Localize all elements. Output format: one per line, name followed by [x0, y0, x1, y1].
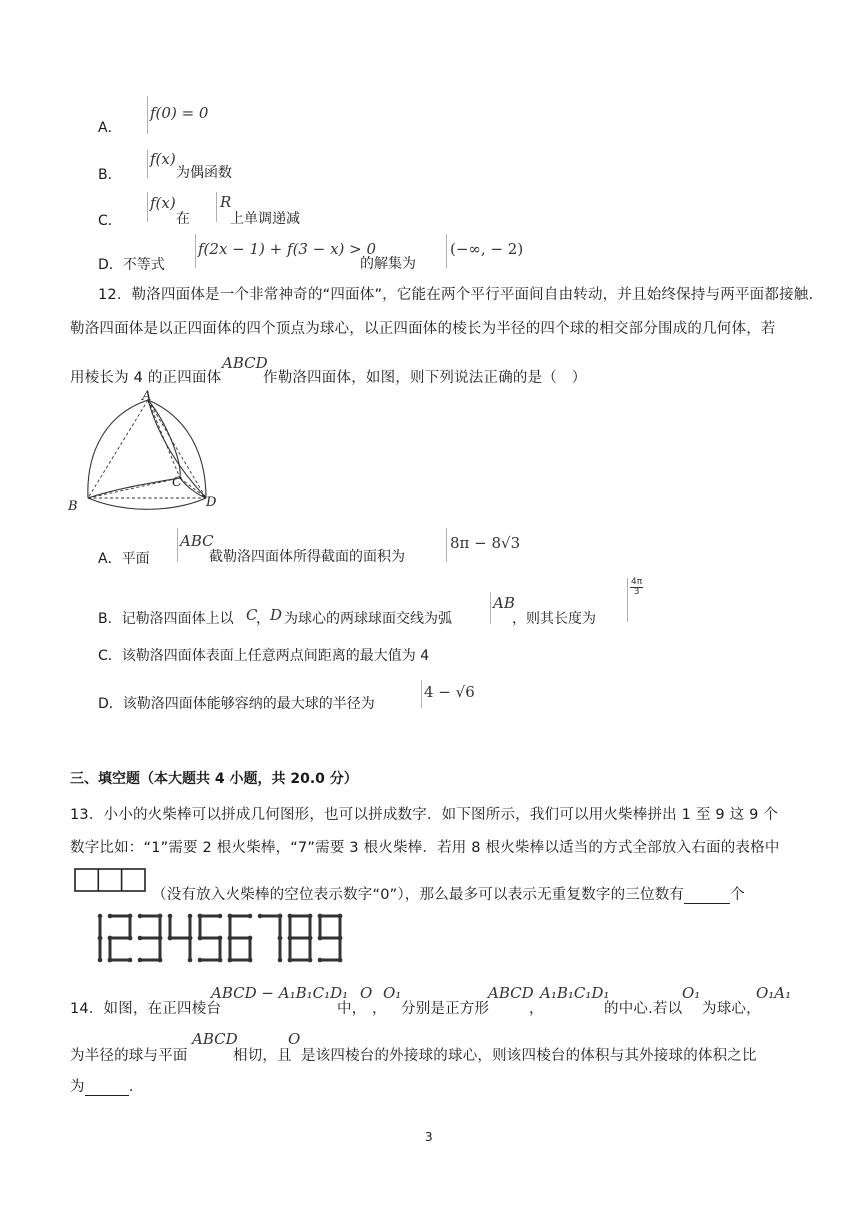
matchstick-head [158, 914, 163, 919]
q14-l1-d: 分别是正方形 [401, 1001, 490, 1017]
q12-line-1: 12．勒洛四面体是一个非常神奇的“四面体”，它能在两个平行平面间自由转动，并且始终保持与两平面都接触. [98, 287, 814, 303]
matchstick-head [108, 936, 113, 941]
matchstick-digits [74, 912, 354, 968]
q14-l1-o: O [360, 984, 373, 1002]
matchstick-head [308, 936, 313, 941]
matchstick-head [288, 958, 293, 963]
matchstick-head [308, 958, 313, 963]
matchstick-head [198, 914, 203, 919]
matchstick-head [128, 914, 133, 919]
q12-option-b-mid: 为球心的两球球面交线为弧 [284, 611, 452, 627]
three-cell-grid [74, 868, 146, 892]
q12-option-b-d: D [270, 606, 283, 624]
q14-l1-a: 14．如图，在正四棱台 [70, 1001, 222, 1017]
matchstick-digit-1 [98, 914, 103, 963]
matchstick-head [278, 936, 283, 941]
matchstick-head [248, 958, 253, 963]
q12-option-b-sep: ， [256, 611, 270, 627]
q14-l1-square1: A₁B₁C₁D₁ [540, 984, 610, 1002]
q11-option-a: A． [98, 120, 122, 136]
q11-option-d: D．不等式 [98, 257, 165, 273]
page-number: 3 [425, 1130, 433, 1144]
matchstick-head [278, 914, 283, 919]
q14-l1-g: 为球心， [702, 1001, 761, 1017]
q12-tetra-math: ABCD [222, 354, 268, 372]
q14-l1-f: 的中心.若以 [604, 1001, 683, 1017]
q12-option-b-fraction: $\frac{4\pi}{3}$ [631, 577, 643, 597]
matchstick-head [188, 936, 193, 941]
matchstick-head [338, 958, 343, 963]
reuleaux-tetrahedron-figure [66, 388, 226, 516]
figure-label-b: B [68, 499, 78, 514]
matchstick-head [288, 914, 293, 919]
q14-line-3: 为 . [70, 1079, 134, 1095]
q12-option-a-mid: 截勒洛四面体所得截面的面积为 [209, 549, 405, 565]
q13-line-1: 13．小小的火柴棒可以拼成几何图形，也可以拼成数字．如下图所示，我们可以用火柴棒拼出 1 至 9 这 9 个 [70, 807, 779, 823]
q11-option-d-math: f(2x − 1) + f(3 − x) > 0 [198, 240, 377, 258]
matchstick-head [158, 958, 163, 963]
matchstick-digit-9 [318, 914, 343, 963]
matchstick-head [248, 936, 253, 941]
matchstick-digit-2 [108, 914, 133, 963]
matchstick-head [228, 936, 233, 941]
matchstick-head [228, 914, 233, 919]
matchstick-digit-3 [138, 914, 163, 963]
q11-option-c-mid: 在 [176, 211, 190, 227]
q11-option-b: B． [98, 167, 122, 183]
q14-l2-plane: ABCD [192, 1030, 238, 1048]
q12-option-b: B．记勒洛四面体上以 [98, 611, 234, 627]
matchstick-head [98, 958, 103, 963]
q12-option-a-value: 8π − 8√3 [450, 534, 521, 552]
q14-frustum-math: ABCD − A₁B₁C₁D₁ [211, 984, 349, 1002]
q11-option-d-mid: 的解集为 [360, 256, 416, 272]
q14-l2-c: 是该四棱台的外接球的球心，则该四棱台的体积与其外接球的体积之比 [301, 1048, 757, 1064]
q14-l2-o: O [288, 1030, 301, 1048]
matchstick-head [128, 936, 133, 941]
q14-l1-o1-center: O₁ [682, 984, 701, 1002]
matchstick-head [228, 958, 233, 963]
q12-option-a: A．平面 [98, 551, 150, 567]
matchstick-head [198, 936, 203, 941]
q11-option-c-math2: R [220, 193, 232, 211]
q13-line-2: 数字比如：“1”需要 2 根火柴棒，“7”需要 3 根火柴棒．若用 8 根火柴棒以适当的方式全部放入右面的表格中 [70, 840, 780, 856]
matchstick-head [338, 936, 343, 941]
matchstick-head [128, 958, 133, 963]
q14-l1-e: ， [529, 1001, 544, 1017]
q11-option-b-text: 为偶函数 [176, 165, 232, 181]
q12-option-b-mid2: ，则其长度为 [512, 611, 596, 627]
matchstick-head [98, 936, 103, 941]
matchstick-head [108, 914, 113, 919]
q11-option-c-math: f(x) [150, 194, 176, 212]
q12-option-d: D．该勒洛四面体能够容纳的最大球的半径为 [98, 696, 375, 712]
q14-l1-radius: O₁A₁ [756, 984, 792, 1002]
matchstick-digit-4 [168, 914, 193, 963]
matchstick-head [138, 936, 143, 941]
q13-line-3: （没有放入火柴棒的空位表示数字“0”），那么最多可以表示无重复数字的三位数有 个 [152, 887, 745, 903]
figure-label-a: A [142, 389, 152, 404]
matchstick-head [218, 914, 223, 919]
section-3-heading: 三、填空题（本大题共 4 小题，共 20.0 分） [70, 771, 358, 787]
matchstick-head [138, 958, 143, 963]
q14-l1-o1: O₁ [383, 984, 402, 1002]
matchstick-head [258, 914, 263, 919]
figure-label-c: C [172, 475, 182, 490]
matchstick-head [288, 936, 293, 941]
q11-option-c: C． [98, 213, 122, 229]
q14-l1-square: ABCD [488, 984, 534, 1002]
matchstick-digit-7 [258, 914, 283, 963]
matchstick-head [338, 914, 343, 919]
q12-option-b-c: C [246, 606, 258, 624]
q14-answer-blank [85, 1079, 129, 1096]
q12-line-3a: 用棱长为 4 的正四面体 [70, 370, 222, 386]
q12-option-b-arc: AB [493, 594, 515, 612]
q12-option-a-plane: ABC [180, 532, 214, 550]
matchstick-head [318, 914, 323, 919]
matchstick-digit-8 [288, 914, 313, 963]
matchstick-head [188, 914, 193, 919]
q14-l2-a: 为半径的球与平面 [70, 1048, 188, 1064]
q14-l1-c: ， [372, 1001, 387, 1017]
q11-option-b-math: f(x) [150, 150, 176, 168]
matchstick-head [138, 914, 143, 919]
matchstick-head [278, 958, 283, 963]
q12-line-2: 勒洛四面体是以正四面体的四个顶点为球心，以正四面体的棱长为半径的四个球的相交部分围成的几何体，若 [70, 321, 776, 337]
matchstick-head [308, 914, 313, 919]
matchstick-head [98, 914, 103, 919]
q11-option-c-text: 上单调递减 [230, 211, 300, 227]
matchstick-head [318, 936, 323, 941]
matchstick-digit-6 [228, 914, 253, 963]
matchstick-digit-5 [198, 914, 223, 963]
q12-line-3b: 作勒洛四面体，如图，则下列说法正确的是（ ） [263, 370, 587, 386]
matchstick-head [108, 958, 113, 963]
matchstick-head [158, 936, 163, 941]
q14-l1-b: 中， [337, 1001, 367, 1017]
matchstick-head [168, 914, 173, 919]
matchstick-head [168, 936, 173, 941]
q11-option-a-math: f(0) = 0 [150, 104, 209, 122]
q13-answer-blank [684, 887, 730, 904]
q14-l2-b: 相切，且 [233, 1048, 292, 1064]
matchstick-head [218, 936, 223, 941]
matchstick-head [198, 958, 203, 963]
figure-label-d: D [206, 495, 217, 510]
matchstick-head [248, 914, 253, 919]
matchstick-head [318, 958, 323, 963]
q11-option-d-math2: (−∞, − 2) [450, 240, 524, 258]
q12-option-c: C．该勒洛四面体表面上任意两点间距离的最大值为 4 [98, 648, 430, 664]
q12-option-d-value: 4 − √6 [424, 683, 475, 701]
matchstick-head [218, 958, 223, 963]
matchstick-head [188, 958, 193, 963]
